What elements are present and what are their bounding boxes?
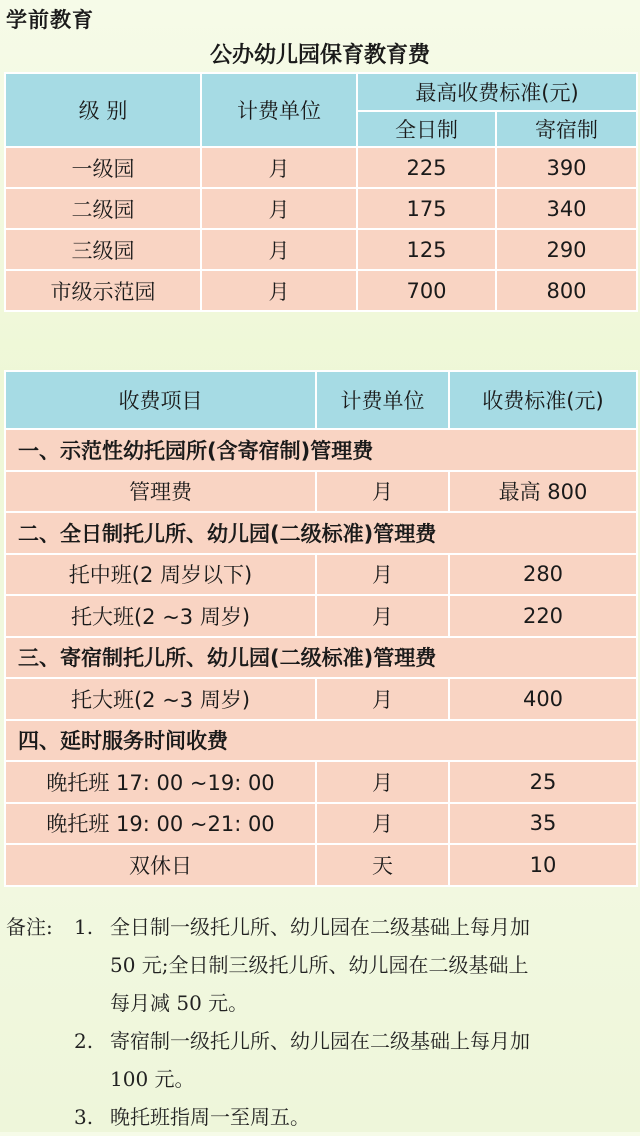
section-title: 学前教育	[6, 8, 94, 32]
header-boarding: 寄宿制	[496, 111, 637, 147]
level-cell: 一级园	[5, 147, 201, 188]
standard-cell: 280	[449, 554, 637, 596]
level-cell: 三级园	[5, 229, 201, 270]
standard-cell: 10	[449, 844, 637, 886]
item-cell: 托大班(2 ~3 周岁)	[5, 678, 316, 720]
fullday-cell: 125	[357, 229, 496, 270]
notes-prefix: 备注:	[6, 915, 53, 939]
note-number: 1.	[74, 915, 94, 939]
table-row	[5, 554, 637, 596]
boarding-cell: 340	[496, 188, 637, 229]
unit-cell: 月	[316, 761, 449, 803]
header-max-fee: 最高收费标准(元)	[357, 73, 637, 111]
unit-cell: 月	[201, 270, 357, 311]
note-text: 晚托班指周一至周五。	[110, 1105, 310, 1129]
item-cell: 双休日	[5, 844, 316, 886]
note-text: 寄宿制一级托儿所、幼儿园在二级基础上每月加	[110, 1029, 530, 1053]
table-row	[5, 844, 637, 886]
category-heading: 四、延时服务时间收费	[5, 720, 637, 762]
header-fullday: 全日制	[357, 111, 496, 147]
header-standard: 收费标准(元)	[449, 371, 637, 429]
note-text: 全日制一级托儿所、幼儿园在二级基础上每月加	[110, 915, 530, 939]
table1-title: 公办幼儿园保育教育费	[209, 42, 430, 68]
standard-cell: 220	[449, 595, 637, 637]
category-heading: 二、全日制托儿所、幼儿园(二级标准)管理费	[5, 512, 637, 554]
unit-cell: 月	[201, 188, 357, 229]
table-row	[5, 471, 637, 513]
table-row	[5, 270, 637, 311]
unit-cell: 月	[316, 803, 449, 845]
table-row	[5, 803, 637, 845]
note-number: 3.	[74, 1105, 94, 1129]
unit-cell: 月	[316, 678, 449, 720]
item-cell: 晚托班 19: 00 ~21: 00	[5, 803, 316, 845]
note-text: 100 元。	[110, 1067, 195, 1091]
header-unit: 计费单位	[201, 73, 357, 147]
note-text: 50 元;全日制三级托儿所、幼儿园在二级基础上	[110, 953, 529, 977]
table-row	[5, 147, 637, 188]
category-heading: 三、寄宿制托儿所、幼儿园(二级标准)管理费	[5, 637, 637, 679]
fullday-cell: 225	[357, 147, 496, 188]
item-cell: 晚托班 17: 00 ~19: 00	[5, 761, 316, 803]
boarding-cell: 800	[496, 270, 637, 311]
management-fee-table	[4, 370, 638, 887]
table-row	[5, 595, 637, 637]
standard-cell: 25	[449, 761, 637, 803]
boarding-cell: 290	[496, 229, 637, 270]
boarding-cell: 390	[496, 147, 637, 188]
unit-cell: 月	[316, 471, 449, 513]
standard-cell: 35	[449, 803, 637, 845]
level-cell: 市级示范园	[5, 270, 201, 311]
standard-cell: 400	[449, 678, 637, 720]
note-number: 2.	[74, 1029, 94, 1053]
table-row	[5, 678, 637, 720]
table-row	[5, 761, 637, 803]
fullday-cell: 175	[357, 188, 496, 229]
unit-cell: 月	[316, 554, 449, 596]
notes	[6, 908, 636, 1136]
item-cell: 托大班(2 ~3 周岁)	[5, 595, 316, 637]
item-cell: 托中班(2 周岁以下)	[5, 554, 316, 596]
header-unit: 计费单位	[316, 371, 449, 429]
item-cell: 管理费	[5, 471, 316, 513]
unit-cell: 月	[316, 595, 449, 637]
table-row	[5, 188, 637, 229]
fullday-cell: 700	[357, 270, 496, 311]
header-level: 级 别	[5, 73, 201, 147]
level-cell: 二级园	[5, 188, 201, 229]
unit-cell: 月	[201, 147, 357, 188]
table-row	[5, 229, 637, 270]
unit-cell: 月	[201, 229, 357, 270]
kindergarten-fee-table	[4, 72, 638, 312]
header-item: 收费项目	[5, 371, 316, 429]
category-heading: 一、示范性幼托园所(含寄宿制)管理费	[5, 429, 637, 471]
unit-cell: 天	[316, 844, 449, 886]
note-text: 每月减 50 元。	[110, 991, 249, 1015]
standard-cell: 最高 800	[449, 471, 637, 513]
